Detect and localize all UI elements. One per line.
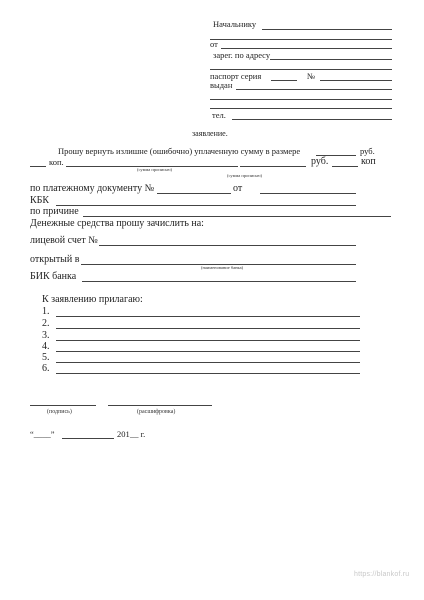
document-title: заявление. — [192, 129, 228, 138]
watermark-url: https://blankof.ru — [354, 571, 410, 578]
date-year-suffix[interactable]: __ г. — [130, 429, 146, 439]
signature-line[interactable] — [30, 405, 96, 406]
transfer-text: Денежные средства прошу зачислить на: — [30, 218, 204, 229]
account-line[interactable] — [99, 245, 356, 246]
kop-label-2: коп — [361, 156, 376, 167]
attachment-line[interactable] — [56, 328, 360, 329]
date-day[interactable]: “____” — [30, 429, 55, 439]
opened-in-label: открытый в — [30, 254, 80, 265]
rub-label-2: руб. — [311, 156, 329, 167]
amount-words-hint: (сумма прописью) — [137, 167, 173, 172]
attachment-number: 4. — [42, 341, 50, 352]
attachment-number: 5. — [42, 352, 50, 363]
attachment-number: 1. — [42, 306, 50, 317]
passport-number-line[interactable] — [320, 80, 392, 81]
kbk-label: КБК — [30, 195, 50, 206]
rub-label: руб. — [360, 146, 375, 156]
date-month-line[interactable] — [62, 438, 114, 439]
attachment-line[interactable] — [56, 316, 360, 317]
request-text: Прошу вернуть излишне (ошибочно) уплаченную сумму в размере — [58, 146, 301, 156]
decoding-hint: (расшифровка) — [137, 409, 176, 415]
issued-line-3[interactable] — [210, 108, 392, 109]
date-year-prefix: 201 — [117, 429, 130, 439]
kop-label: коп. — [49, 157, 64, 167]
attachment-number: 2. — [42, 318, 50, 329]
attachment-line[interactable] — [56, 362, 360, 363]
to-line-2[interactable] — [210, 39, 392, 40]
reason-label: по причине — [30, 206, 79, 217]
bik-line[interactable] — [82, 281, 356, 282]
amount-words-line-2[interactable] — [240, 166, 306, 167]
from-date-line[interactable] — [260, 193, 356, 194]
from-label: от — [210, 39, 218, 49]
attachment-line[interactable] — [56, 373, 360, 374]
from-line[interactable] — [221, 48, 392, 49]
attachment-line[interactable] — [56, 351, 360, 352]
signature-hint: (подпись) — [47, 409, 72, 415]
address-line[interactable] — [270, 59, 392, 60]
address-line-2[interactable] — [210, 69, 392, 70]
amount-kop-line[interactable] — [30, 166, 46, 167]
kop-line-2[interactable] — [332, 166, 358, 167]
decoding-line[interactable] — [108, 405, 212, 406]
bank-name-hint: (наименование банка) — [201, 265, 244, 270]
to-label: Начальнику — [213, 19, 257, 29]
address-label: зарег. по адресу — [213, 50, 271, 60]
payment-doc-label: по платежному документу № — [30, 183, 155, 194]
reason-line[interactable] — [83, 216, 391, 217]
payment-doc-line[interactable] — [157, 193, 231, 194]
kbk-line[interactable] — [56, 205, 356, 206]
attachments-heading: К заявлению прилагаю: — [42, 294, 143, 305]
from-date-label: от — [233, 183, 243, 194]
issued-label: выдан — [210, 80, 233, 90]
to-line[interactable] — [262, 29, 392, 30]
attachment-number: 3. — [42, 330, 50, 341]
passport-series-label: паспорт серия — [210, 71, 262, 81]
passport-series-line[interactable] — [271, 80, 297, 81]
phone-line[interactable] — [232, 119, 392, 120]
attachment-number: 6. — [42, 363, 50, 374]
phone-label: тел. — [212, 110, 226, 120]
attachment-line[interactable] — [56, 340, 360, 341]
amount-words-hint-2: (сумма прописью) — [227, 173, 263, 178]
account-label: лицевой счет № — [30, 235, 98, 246]
passport-number-label: № — [307, 71, 316, 81]
issued-line[interactable] — [236, 89, 392, 90]
bik-label: БИК банка — [30, 271, 77, 282]
issued-line-2[interactable] — [210, 99, 392, 100]
